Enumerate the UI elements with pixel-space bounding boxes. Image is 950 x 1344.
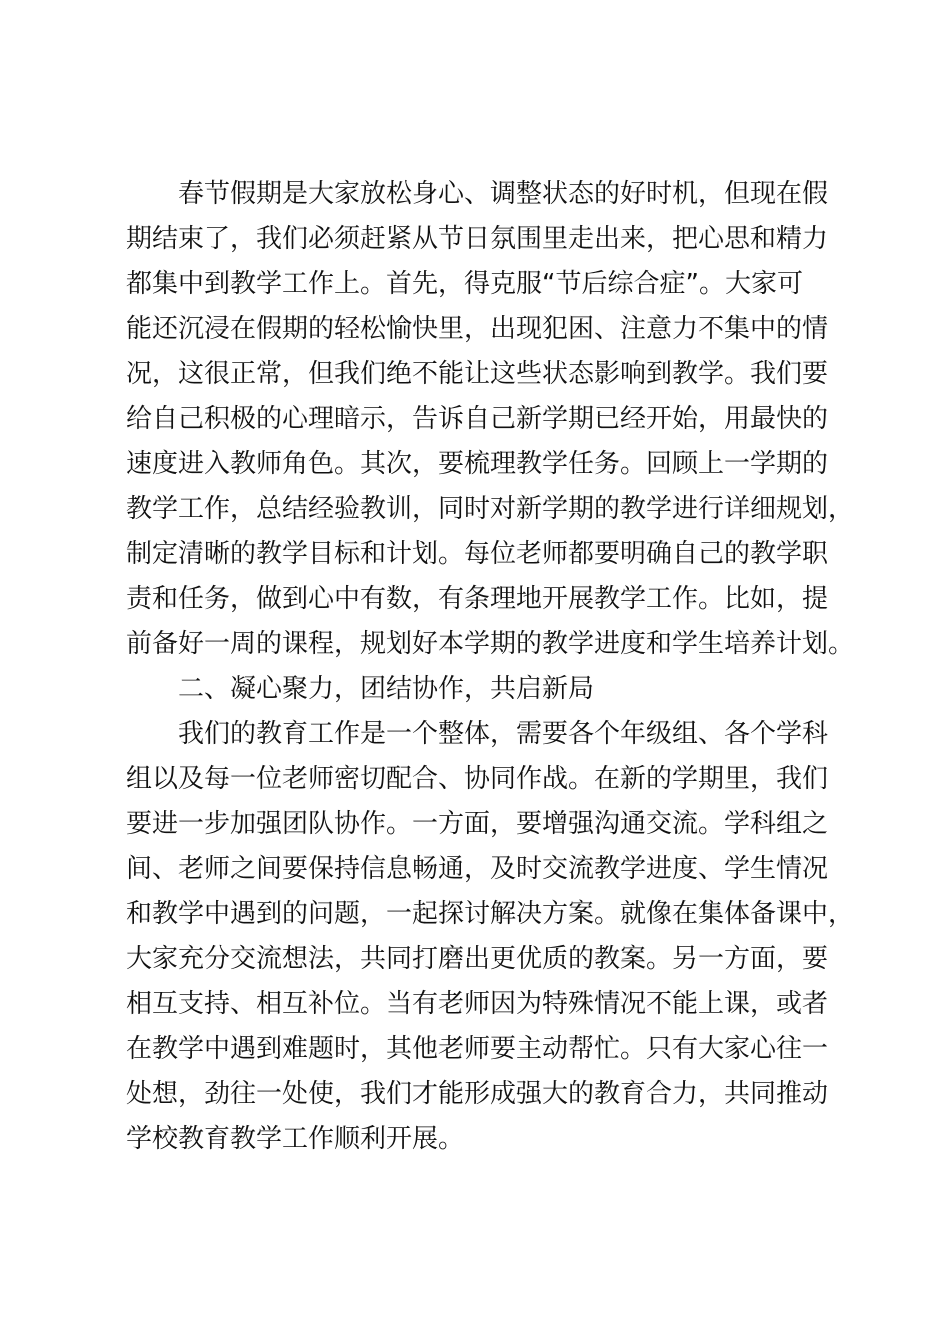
- paragraph-1-line: 前备好一周的课程，规划好本学期的教学进度和学生培养计划。: [126, 629, 855, 659]
- paragraph-2-line: 间、老师之间要保持信息畅通，及时交流教学进度、学生情况: [126, 854, 829, 884]
- paragraph-2-line: 要进一步加强团队协作。一方面，要增强沟通交流。学科组之: [126, 809, 829, 839]
- paragraph-2-line: 处想，劲往一处使，我们才能形成强大的教育合力，共同推动: [126, 1079, 829, 1109]
- paragraph-2-line: 大家充分交流想法，共同打磨出更优质的教案。另一方面，要: [126, 944, 829, 974]
- paragraph-1-line: 制定清晰的教学目标和计划。每位老师都要明确自己的教学职: [126, 539, 829, 569]
- section-heading: 二、凝心聚力，团结协作，共启新局: [178, 674, 595, 704]
- paragraph-2-line: 组以及每一位老师密切配合、协同作战。在新的学期里，我们: [126, 764, 829, 794]
- paragraph-1-line: 能还沉浸在假期的轻松愉快里，出现犯困、注意力不集中的情: [126, 314, 829, 344]
- paragraph-1-line: 都集中到教学工作上。首先，得克服“节后综合症”。大家可: [126, 269, 803, 299]
- paragraph-2-line: 学校教育教学工作顺利开展。: [126, 1124, 465, 1154]
- paragraph-1-line: 春节假期是大家放松身心、调整状态的好时机，但现在假: [178, 179, 829, 209]
- paragraph-2-line: 我们的教育工作是一个整体，需要各个年级组、各个学科: [178, 719, 829, 749]
- paragraph-2-line: 相互支持、相互补位。当有老师因为特殊情况不能上课，或者: [126, 989, 829, 1019]
- paragraph-1-line: 期结束了，我们必须赶紧从节日氛围里走出来，把心思和精力: [126, 224, 829, 254]
- paragraph-2-line: 和教学中遇到的问题，一起探讨解决方案。就像在集体备课中，: [126, 899, 855, 929]
- paragraph-1-line: 况，这很正常，但我们绝不能让这些状态影响到教学。我们要: [126, 359, 829, 389]
- paragraph-1-line: 教学工作，总结经验教训，同时对新学期的教学进行详细规划，: [126, 494, 855, 524]
- paragraph-2-line: 在教学中遇到难题时，其他老师要主动帮忙。只有大家心往一: [126, 1034, 829, 1064]
- paragraph-1-line: 给自己积极的心理暗示，告诉自己新学期已经开始，用最快的: [126, 404, 829, 434]
- paragraph-1-line: 速度进入教师角色。其次，要梳理教学任务。回顾上一学期的: [126, 449, 829, 479]
- paragraph-1-line: 责和任务，做到心中有数，有条理地开展教学工作。比如，提: [126, 584, 829, 614]
